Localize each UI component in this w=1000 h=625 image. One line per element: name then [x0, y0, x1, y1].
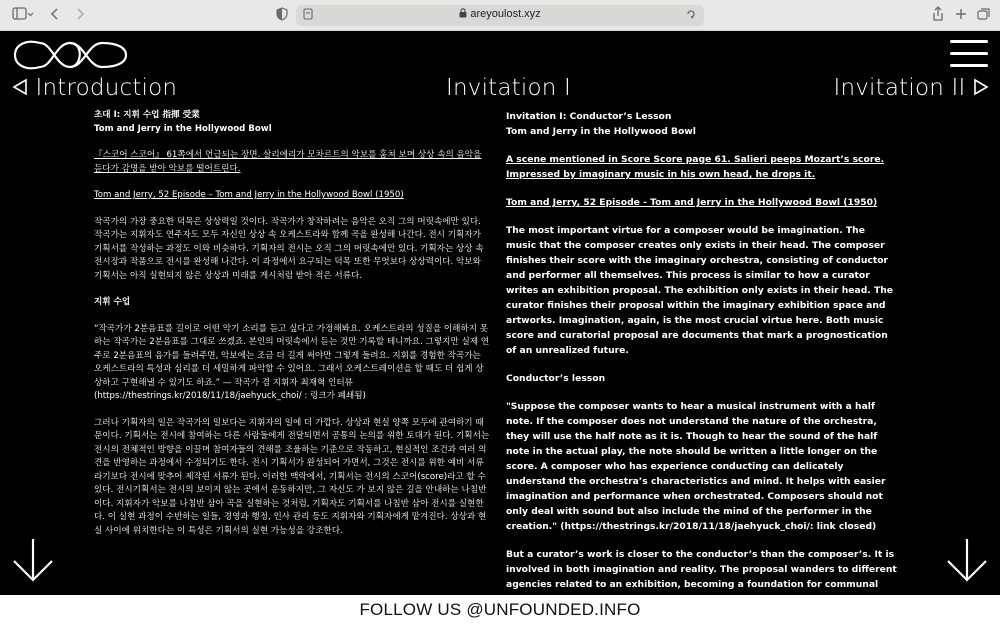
page-content	[0, 31, 1000, 595]
triangle-left-icon	[12, 76, 28, 102]
lock-icon	[459, 8, 470, 20]
scroll-down-left-arrow-icon[interactable]	[12, 537, 54, 587]
ko-quote-link[interactable]: 『스코어 스코어』 61쪽에서 언급되는 장면. 살리에리가 모차르트의 악보를 훔쳐 보며 상상 속의 음악을 듣다가 감명을 받아 악보를 떨어트린다.	[94, 150, 482, 174]
nav-current-title	[446, 75, 571, 101]
nav-current-label: Invitation I	[446, 75, 572, 101]
scroll-down-right-arrow-icon[interactable]	[946, 537, 988, 587]
back-icon[interactable]	[50, 6, 60, 28]
nav-next-link[interactable]	[833, 75, 989, 102]
en-title	[506, 109, 898, 139]
english-text-column	[506, 109, 898, 595]
footer-follow-banner[interactable]	[0, 595, 1000, 625]
reader-icon[interactable]	[684, 7, 698, 27]
ko-title	[94, 109, 490, 136]
ko-title-line2: Tom and Jerry in the Hollywood Bowl	[94, 123, 272, 134]
browser-toolbar	[0, 0, 1000, 31]
url-label: areyoulost.xyz	[470, 8, 541, 20]
infinity-loops-logo[interactable]	[12, 37, 130, 77]
en-title-line2: Tom and Jerry in the Hollywood Bowl	[506, 126, 696, 137]
ko-paragraph-2: “작곡가가 2분음표를 길이로 어떤 악기 소리를 듣고 싶다고 가정해봐요. 오케스트라의 성질을 이해하지 못하는 작곡가는 2분음표를 그대로 쓰겠죠. 본인의 머릿속에서 듣는 것만 기록할 테니까요. 그렇지만 실제 연주로 2분음표의 음가를 들려주면, 악보에는 조금 더 길게 써야만 그렇게 들려요. 지휘를 경험한 작곡가는 오케스트라의 특성과 심리를 더 세밀하게 파악할 수 있어요. 그래서 오케스트레이션을 할 때도 더 쉽게 상상하고 구현해낼 수 있기도 하죠.” — 작곡가 겸 지휘자 최재혁 인터뷰 (https://thestrings.kr/2018/11/18/jaehyuck_choi/ : 링크가 폐쇄됨)	[94, 323, 490, 401]
ko-title-line1: 초대 I: 지휘 수업 指揮 受業	[94, 110, 200, 120]
address-bar[interactable]	[296, 5, 704, 26]
ko-section-title: 지휘 수업	[94, 297, 131, 307]
url-text	[296, 8, 704, 20]
nav-next-label: Invitation II	[833, 75, 966, 101]
tabs-overview-icon[interactable]	[977, 6, 991, 28]
nav-prev-link[interactable]	[12, 75, 177, 102]
en-section-title: Conductor’s lesson	[506, 373, 606, 384]
share-icon[interactable]	[932, 6, 944, 28]
sidebar-icon[interactable]	[12, 6, 34, 28]
en-paragraph-3: But a curator’s work is closer to the conductor’s than the composer’s. It is involved in both imagination and reality. The proposal wanders to different agencies related to an exhibition, becoming a foundation for communal	[506, 549, 897, 590]
ko-episode-link[interactable]: Tom and Jerry, 52 Episode – Tom and Jerry in the Hollywood Bowl (1950)	[94, 190, 404, 200]
en-paragraph-1: The most important virtue for a composer would be imagination. The music that the composer creates only exists in their head. The composer finishes their score with the imaginary orchestra, consisting of conductor and performer all themselves. This process is similar to how a curator writes an exhibition proposal. The exhibition only exists in their head. The curator finishes their proposal within the imaginary exhibition space and artworks. Imagination, again, is the most crucial virtue here. Both music score and curatorial proposal are documents that mark a prognostication of an unrealized future.	[506, 225, 894, 356]
forward-icon[interactable]	[75, 6, 85, 28]
en-title-line1: Invitation I: Conductor’s Lesson	[506, 111, 672, 122]
shield-icon[interactable]	[276, 6, 288, 28]
en-episode-link[interactable]: Tom and Jerry, 52 Episode - Tom and Jerry in the Hollywood Bowl (1950)	[506, 197, 878, 208]
nav-prev-label: Introduction	[35, 75, 178, 101]
triangle-right-icon	[973, 76, 989, 102]
hamburger-menu-icon[interactable]	[950, 38, 988, 70]
ko-paragraph-3: 그러나 기획자의 일은 작곡가의 일보다는 지휘자의 일에 더 가깝다. 상상과 현실 양쪽 모두에 관여하기 때문이다. 기획서는 전시에 참여하는 다른 사람들에게 전달되면서 공통의 논의를 위한 토대가 된다. 기획서는 전시의 전체적인 방향을 이끌며 참여자들의 견해를 조율하는 기준으로 작동하고, 현실적인 조건과 여러 의견을 반영하는 과정에서 수정되기도 한다. 전시 기획서가 완성되어 가면서, 그것은 전시를 위한 예비 서류라기보다 전시에 맞추어 제작된 서류가 된다. 이러한 맥락에서, 기획서는 전시의 스코어(score)라고 할 수 있다. 전시기획서는 전시의 보이지 않는 곳에서 운동하지만, 그 자신도 가 보지 않은 길을 안내하는 나침반이다. 지휘자가 악보를 나침반 삼아 곡을 실현하는 것처럼, 기획자도 기획서를 나침반 삼아 전시를 실현한다. 이 실현 과정이 수반하는 일들, 경영과 행정, 인사 관리 등도 지휘자와 기획자에게 맡겨진다. 상상과 현실 사이에 위치한다는 이 특성은 기획서의 실현 가능성을 강조한다.	[94, 417, 490, 536]
en-quote-link[interactable]: A scene mentioned in Score Score page 61. Salieri peeps Mozart’s score. Impressed by imaginary music in his own head, he drops it.	[506, 154, 885, 180]
korean-text-column	[94, 109, 490, 551]
ko-paragraph-1: 작곡가의 가장 중요한 덕목은 상상력일 것이다. 작곡가가 창작하려는 음악은 오직 그의 머릿속에만 있다. 작곡가는 지휘자도 연주자도 모두 자신인 상상 속 오케스트라와 함께 곡을 완성해 나간다. 전시 기획자가 기획서를 작성하는 과정도 이와 비슷하다. 기획자의 전시는 오직 그의 머릿속에만 있다. 기획자는 상상 속 전시장과 작품으로 전시를 완성해 나간다. 이 과정에서 요구되는 덕목 또한 무엇보다 상상력이다. 악보와 기획서는 아직 실현되지 않은 상상과 미래를 게시처럼 받아 적은 서류다.	[94, 216, 484, 281]
en-paragraph-2: "Suppose the composer wants to hear a musical instrument with a half note. If the composer does not understand the nature of the orchestra, they will use the half note as it is. Though to hear the sound of the half note in the actual play, the note should be written a little longer on the score. A composer who has experience conducting can delicately understand the orchestra’s characteristics and mind. It helps with easier imagination and performance when orchestrated. Composers should not only deal with sound but also include the mind of the performer in the creation." (https://thestrings.kr/2018/11/18/jaehyuck_choi/: link closed)	[506, 401, 886, 532]
footer-text: FOLLOW US @UNFOUNDED.INFO	[359, 600, 641, 619]
new-tab-icon[interactable]	[955, 6, 967, 28]
